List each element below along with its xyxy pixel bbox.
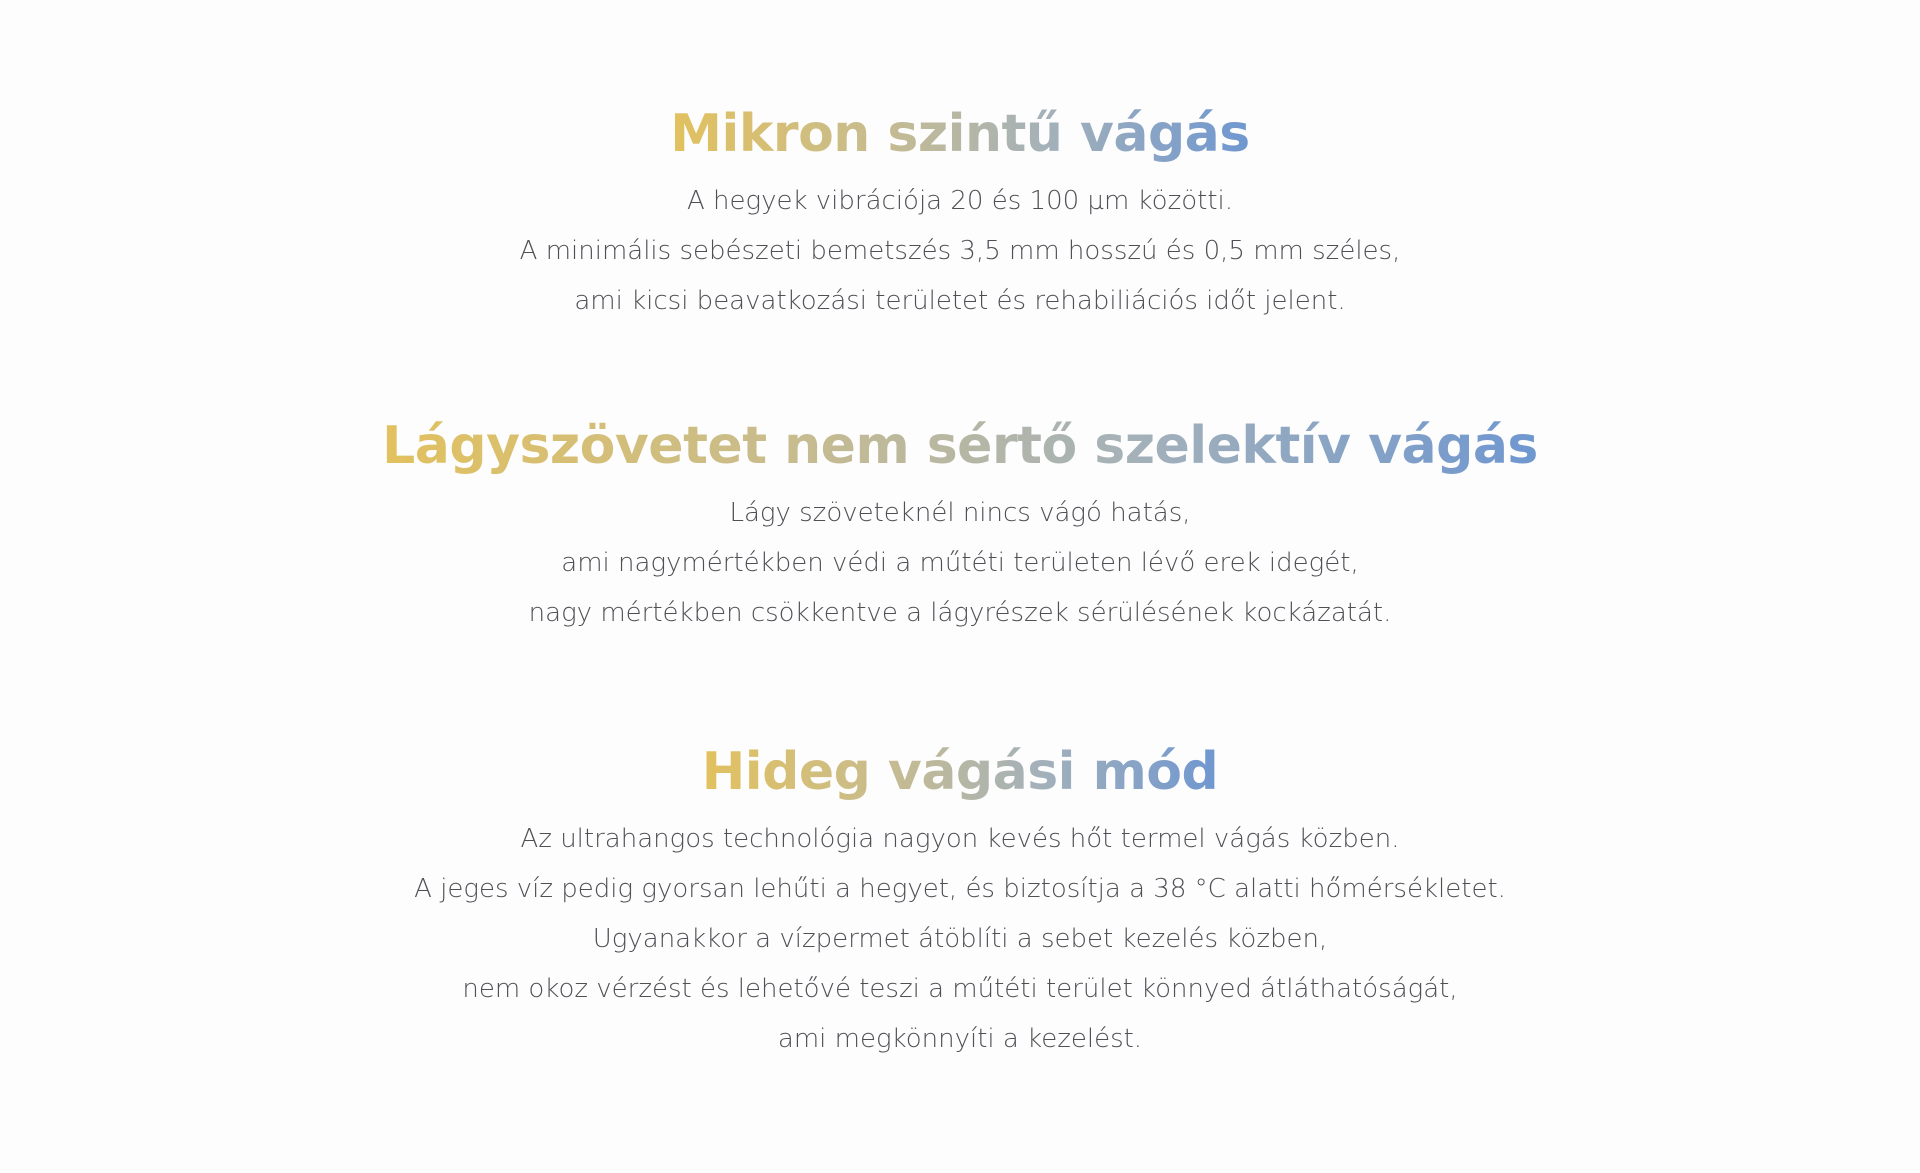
section-title: Lágyszövetet nem sértő szelektív vágás [382, 410, 1538, 482]
section-title: Mikron szintű vágás [670, 98, 1249, 170]
description-line: nagy mértékben csökkentve a lágyrészek sérülésének kockázatát. [528, 598, 1392, 628]
description-line: A minimális sebészeti bemetszés 3,5 mm hosszú és 0,5 mm széles, [519, 236, 1401, 266]
description-line: ami nagymértékben védi a műtéti területen lévő erek idegét, [561, 548, 1359, 578]
section-title: Hideg vágási mód [702, 736, 1218, 808]
description-line: Lágy szöveteknél nincs vágó hatás, [729, 498, 1191, 528]
description-line: Az ultrahangos technológia nagyon kevés hőt termel vágás közben. [520, 824, 1400, 854]
description-line: nem okoz vérzést és lehetővé teszi a műtéti terület könnyed átláthatóságát, [462, 974, 1458, 1004]
section-description [0, 488, 1920, 638]
description-line: A hegyek vibrációja 20 és 100 µm közötti. [686, 186, 1234, 216]
description-line: A jeges víz pedig gyorsan lehűti a hegyet, és biztosítja a 38 °C alatti hőmérsékletet. [414, 874, 1506, 904]
description-line: ami megkönnyíti a kezelést. [777, 1024, 1143, 1054]
description-line: Ugyanakkor a vízpermet átöblíti a sebet kezelés közben, [592, 924, 1328, 954]
section-description [0, 176, 1920, 326]
feature-micron-cutting [0, 98, 1920, 326]
description-line: ami kicsi beavatkozási területet és rehabiliációs időt jelent. [574, 286, 1346, 316]
section-description [0, 814, 1920, 1064]
feature-selective-cutting [0, 410, 1920, 638]
feature-cold-cutting [0, 736, 1920, 1064]
